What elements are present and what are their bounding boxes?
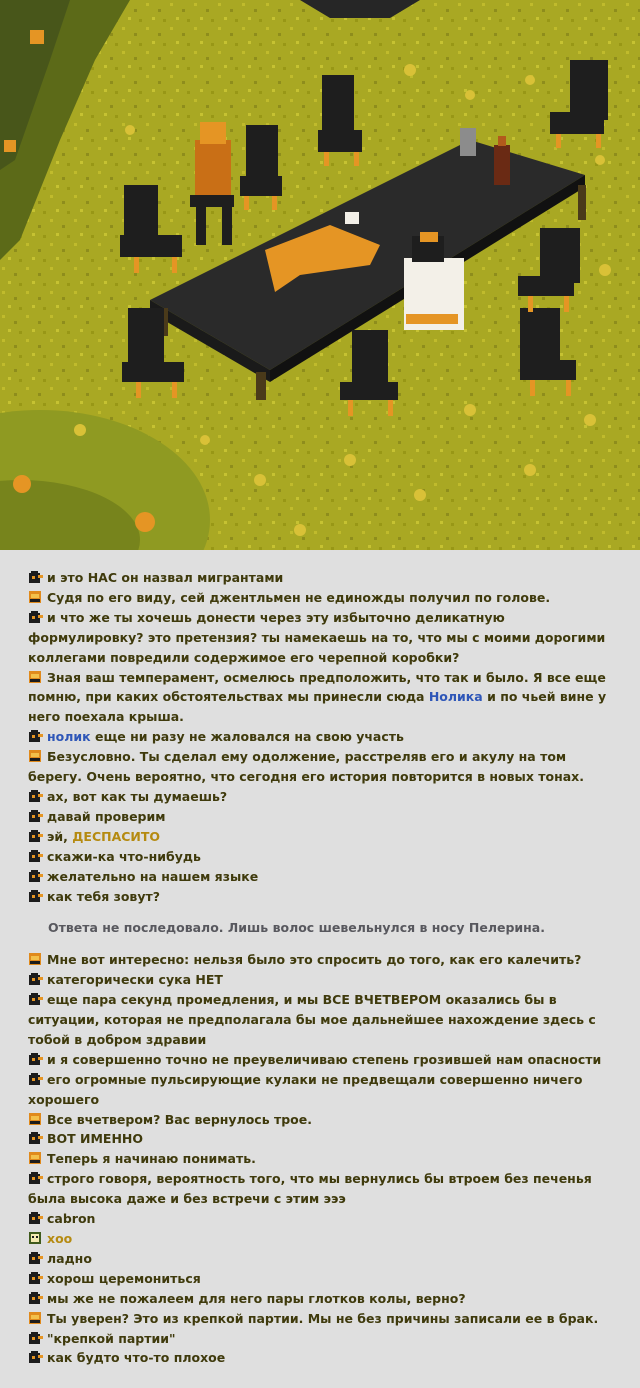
chat-message — [28, 747, 620, 787]
chat-message — [28, 1348, 620, 1368]
message-text: скажи-ка что-нибудь — [47, 848, 201, 864]
gunner-black-avatar-icon — [28, 869, 43, 883]
message-text: Все вчетвером? Вас вернулось трое. — [47, 1111, 312, 1127]
chat-message — [28, 588, 620, 608]
pilgrim-orange-avatar-icon — [28, 1112, 43, 1126]
character-name-link[interactable]: Нолика — [428, 689, 483, 705]
chat-message — [28, 847, 620, 867]
chat-message — [28, 1070, 620, 1110]
chat-message — [28, 1149, 620, 1169]
game-scene-illustration — [0, 0, 640, 550]
message-text: как будто что-то плохое — [47, 1350, 226, 1366]
message-text: еще пара секунд промедления, и мы ВСЕ ВЧЕТВЕРОМ оказались бы в ситуации, которая не предполагала бы мое дальнейшее нахождение здесь с тобой в добром здравии — [28, 992, 596, 1047]
chat-message — [28, 1309, 620, 1329]
message-text: Ты уверен? Это из крепкой партии. Мы не без причины записали ее в брак. — [47, 1310, 599, 1326]
message-text: как тебя зовут? — [47, 888, 160, 904]
gunner-black-avatar-icon — [28, 570, 43, 584]
gunner-black-avatar-icon — [28, 1291, 43, 1305]
chat-message — [28, 1129, 620, 1149]
pilgrim-orange-avatar-icon — [28, 749, 43, 763]
message-text: эй, — [47, 828, 73, 844]
message-text: и по чьей вине у него поехала крыша. — [28, 689, 607, 725]
gunner-black-avatar-icon — [28, 789, 43, 803]
character-name-link[interactable]: нолик — [47, 729, 91, 745]
gunner-black-avatar-icon — [28, 829, 43, 843]
pilgrim-orange-avatar-icon — [28, 590, 43, 604]
gunner-black-avatar-icon — [28, 1271, 43, 1285]
message-text: Зная ваш темперамент, осмелюсь предположить, что так и было. Я все еще помню, при каких обстоятельствах мы принесли сюда — [28, 669, 606, 705]
gunner-black-avatar-icon — [28, 992, 43, 1006]
message-text: категорически сука НЕТ — [47, 972, 223, 988]
chat-message — [28, 1229, 620, 1249]
gunner-black-avatar-icon — [28, 1331, 43, 1345]
gunner-black-avatar-icon — [28, 1131, 43, 1145]
message-text: давай проверим — [47, 808, 166, 824]
gunner-black-avatar-icon — [28, 1251, 43, 1265]
pilgrim-orange-avatar-icon — [28, 1311, 43, 1325]
chat-message — [28, 727, 620, 747]
message-text: Мне вот интересно: нельзя было это спросить до того, как его калечить? — [47, 952, 582, 968]
chat-log — [0, 550, 640, 1368]
message-text: Безусловно. Ты сделал ему одолжение, расстреляв его и акулу на том берегу. Очень вероятно, что сегодня его история повторится в новых тонах. — [28, 749, 584, 785]
gunner-black-avatar-icon — [28, 972, 43, 986]
chat-message — [28, 1269, 620, 1289]
pilgrim-orange-avatar-icon — [28, 952, 43, 966]
chat-message — [28, 827, 620, 847]
message-text: еще ни разу не жаловался на свою участь — [90, 729, 404, 745]
message-text: ладно — [47, 1250, 92, 1266]
gunner-black-avatar-icon — [28, 1350, 43, 1364]
chat-message — [28, 950, 620, 970]
pilgrim-orange-avatar-icon — [28, 670, 43, 684]
mutant-green-avatar-icon — [28, 1231, 43, 1245]
message-text: "крепкой партии" — [47, 1330, 176, 1346]
gunner-black-avatar-icon — [28, 1052, 43, 1066]
message-text: хорош церемониться — [47, 1270, 201, 1286]
gunner-black-avatar-icon — [28, 1211, 43, 1225]
chat-message — [28, 1329, 620, 1349]
message-text: и я совершенно точно не преувеличиваю степень грозившей нам опасности — [47, 1051, 602, 1067]
highlighted-text: хоо — [47, 1231, 73, 1246]
chat-message — [28, 990, 620, 1050]
message-text: мы же не пожалеем для него пары глотков колы, верно? — [47, 1290, 466, 1306]
message-text: cabron — [47, 1211, 96, 1227]
chat-message — [28, 1289, 620, 1309]
gunner-black-avatar-icon — [28, 849, 43, 863]
chat-message — [28, 887, 620, 907]
chat-message — [28, 1050, 620, 1070]
chat-message — [28, 1249, 620, 1269]
chat-message — [28, 568, 620, 588]
message-text: строго говоря, вероятность того, что мы вернулись бы втроем без печенья была высока даже и без встречи с этим эээ — [28, 1171, 592, 1207]
gunner-black-avatar-icon — [28, 809, 43, 823]
chat-message — [28, 668, 620, 728]
chat-message — [28, 1169, 620, 1209]
narration-line: Ответа не последовало. Лишь волос шевельнулся в носу Пелерина. — [48, 920, 545, 936]
chat-message — [28, 970, 620, 990]
message-text: и это НАС он назвал мигрантами — [47, 570, 284, 585]
chat-message — [28, 807, 620, 827]
message-text: Судя по его виду, сей джентльмен не единожды получил по голове. — [47, 589, 551, 605]
gunner-black-avatar-icon — [28, 610, 43, 624]
chat-message — [28, 1209, 620, 1229]
chat-message — [28, 1110, 620, 1130]
message-text: ВОТ ИМЕННО — [47, 1131, 144, 1147]
chat-message — [28, 787, 620, 807]
gunner-black-avatar-icon — [28, 889, 43, 903]
chat-message — [28, 867, 620, 887]
message-text: желательно на нашем языке — [47, 868, 259, 884]
chat-message — [28, 608, 620, 668]
message-text: ах, вот как ты думаешь? — [47, 788, 228, 804]
gunner-black-avatar-icon — [28, 1171, 43, 1185]
highlighted-text: ДЕСПАСИТО — [72, 828, 161, 844]
gunner-black-avatar-icon — [28, 1072, 43, 1086]
pilgrim-orange-avatar-icon — [28, 1151, 43, 1165]
gunner-black-avatar-icon — [28, 729, 43, 743]
message-text: Теперь я начинаю понимать. — [47, 1151, 256, 1167]
message-text: его огромные пульсирующие кулаки не предвещали совершенно ничего хорошего — [28, 1071, 583, 1107]
message-text: и что же ты хочешь донести через эту избыточно деликатную формулировку? это претензия? ты намекаешь на то, что мы с моими дорогими коллегами повредили содержимое его черепной коробки? — [28, 609, 606, 665]
